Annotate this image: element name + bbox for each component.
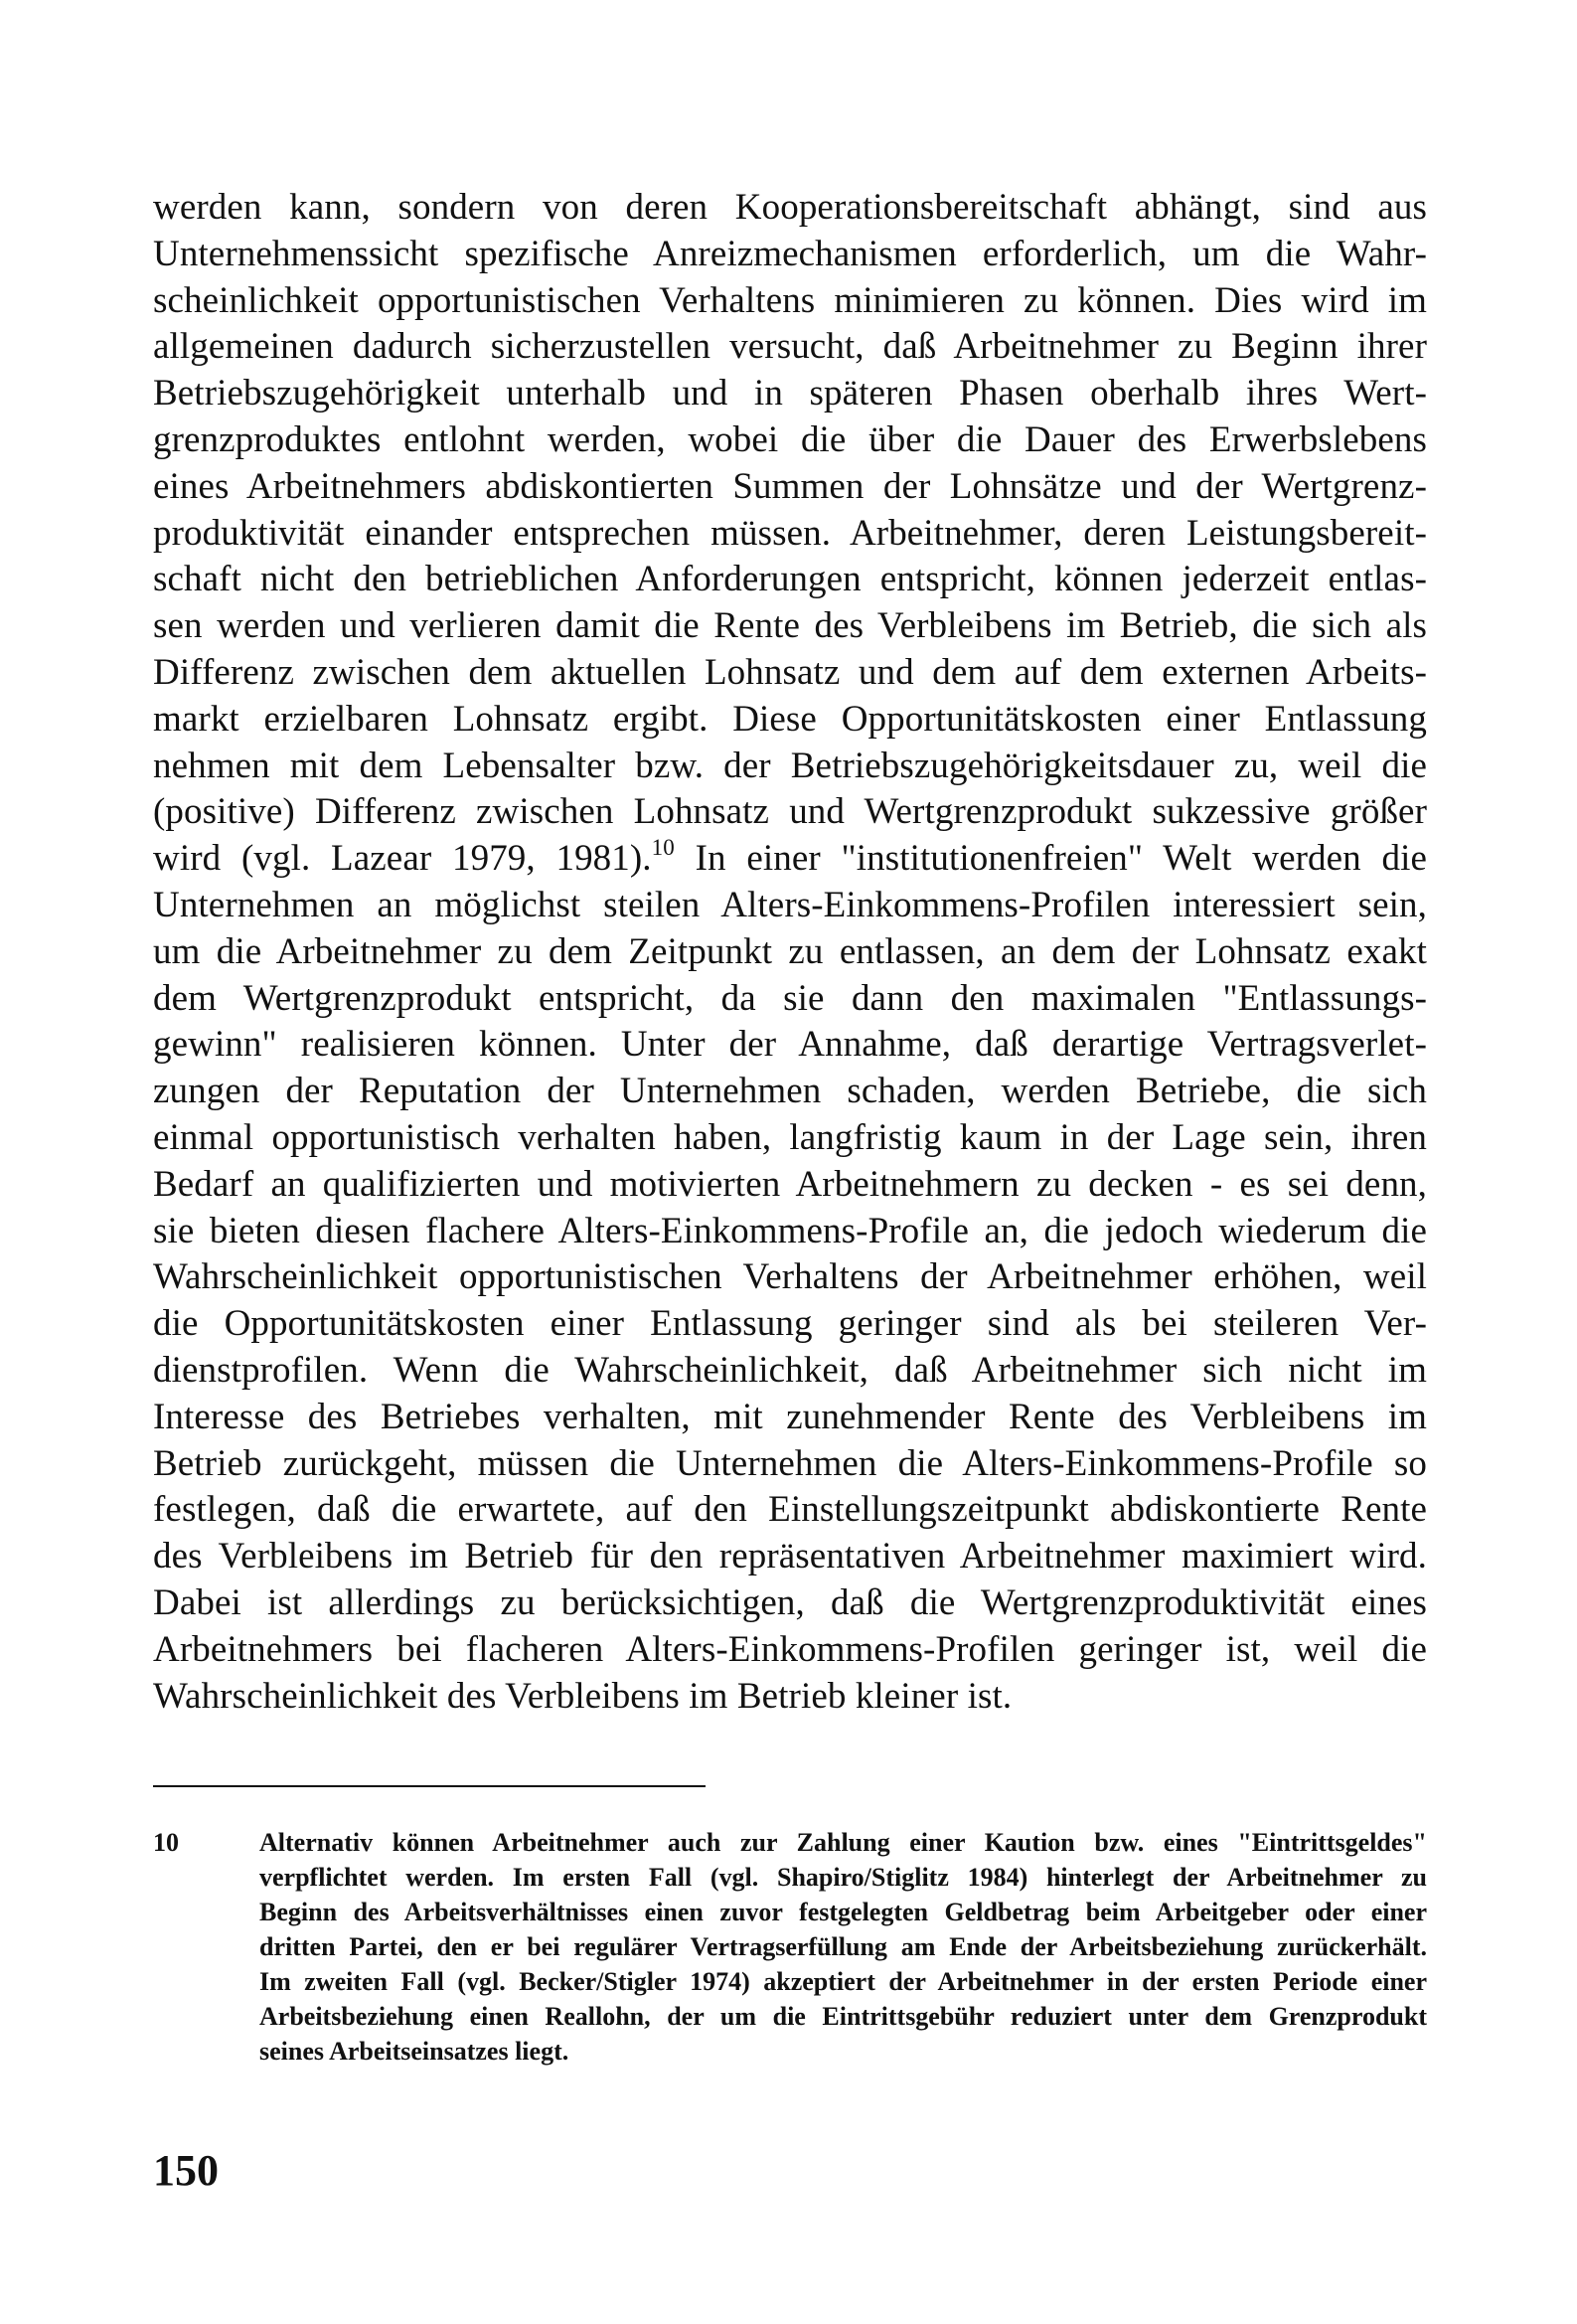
- body-line: allgemeinen dadurch sicherzustellen versucht, daß Arbeitnehmer zu Beginn ihrer: [153, 326, 1427, 368]
- body-line: um die Arbeitnehmer zu dem Zeitpunkt zu entlassen, an dem der Lohnsatz exakt: [153, 930, 1427, 972]
- body-line: Betrieb zurückgeht, müssen die Unternehmen die Alters-Einkommens-Profile so: [153, 1442, 1427, 1484]
- body-line: zungen der Reputation der Unternehmen schaden, werden Betriebe, die sich: [153, 1071, 1427, 1112]
- body-line: grenzproduktes entlohnt werden, wobei die über die Dauer des Erwerbslebens: [153, 418, 1427, 460]
- body-line: Interesse des Betriebes verhalten, mit zunehmender Rente des Verbleibens im: [153, 1396, 1427, 1437]
- footnote-line: verpflichtet werden. Im ersten Fall (vgl. Shapiro/Stiglitz 1984) hinterlegt der Arbeitnehmer zu: [259, 1863, 1427, 1892]
- body-line: (positive) Differenz zwischen Lohnsatz und Wertgrenzprodukt sukzessive größer: [153, 791, 1427, 833]
- body-line: produktivität einander entsprechen müssen. Arbeitnehmer, deren Leistungsbereit-: [153, 512, 1427, 554]
- body-line: sie bieten diesen flachere Alters-Einkommens-Profile an, die jedoch wiederum die: [153, 1210, 1427, 1251]
- body-line: dienstprofilen. Wenn die Wahrscheinlichkeit, daß Arbeitnehmer sich nicht im: [153, 1349, 1427, 1391]
- body-line: Unternehmenssicht spezifische Anreizmechanismen erforderlich, um die Wahr-: [153, 233, 1427, 274]
- body-line: festlegen, daß die erwartete, auf den Einstellungszeitpunkt abdiskontierte Rente: [153, 1489, 1427, 1531]
- body-line: Differenz zwischen dem aktuellen Lohnsatz und dem auf dem externen Arbeits-: [153, 651, 1427, 693]
- footnote-reference[interactable]: 10: [651, 835, 675, 861]
- body-line: dem Wertgrenzprodukt entspricht, da sie dann den maximalen "Entlassungs-: [153, 977, 1427, 1019]
- footnote-separator: [153, 1785, 706, 1787]
- body-text: [153, 185, 1427, 1720]
- body-line: werden kann, sondern von deren Kooperationsbereitschaft abhängt, sind aus: [153, 187, 1427, 228]
- footnote-line: Im zweiten Fall (vgl. Becker/Stigler 1974) akzeptiert der Arbeitnehmer in der ersten Periode einer: [259, 1967, 1427, 1996]
- body-line: einmal opportunistisch verhalten haben, langfristig kaum in der Lage sein, ihren: [153, 1116, 1427, 1158]
- footnote-line: Alternativ können Arbeitnehmer auch zur Zahlung einer Kaution bzw. eines "Eintrittsgeldes": [259, 1828, 1427, 1857]
- body-line: Arbeitnehmers bei flacheren Alters-Einkommens-Profilen geringer ist, weil die: [153, 1628, 1427, 1670]
- body-line: Bedarf an qualifizierten und motivierten Arbeitnehmern zu decken - es sei denn,: [153, 1163, 1427, 1205]
- body-line: die Opportunitätskosten einer Entlassung geringer sind als bei steileren Ver-: [153, 1303, 1427, 1345]
- footnote-line: seines Arbeitseinsatzes liegt.: [259, 2037, 569, 2066]
- page-number: 150: [153, 2146, 219, 2195]
- body-line-with-footnote-ref: [153, 836, 1427, 883]
- body-line: des Verbleibens im Betrieb für den repräsentativen Arbeitnehmer maximiert wird.: [153, 1536, 1427, 1577]
- body-line: schaft nicht den betrieblichen Anforderungen entspricht, können jederzeit entlas-: [153, 559, 1427, 600]
- body-line: Wahrscheinlichkeit des Verbleibens im Betrieb kleiner ist.: [153, 1675, 1013, 1717]
- body-line: sen werden und verlieren damit die Rente des Verbleibens im Betrieb, die sich als: [153, 605, 1427, 647]
- body-line: scheinlichkeit opportunistischen Verhaltens minimieren zu können. Dies wird im: [153, 279, 1427, 321]
- footnote-line: Arbeitsbeziehung einen Reallohn, der um die Eintrittsgebühr reduziert unter dem Grenzprodukt: [259, 2002, 1427, 2031]
- footnote-text: [259, 1825, 1427, 2069]
- footnote-line: Beginn des Arbeitsverhältnisses einen zuvor festgelegten Geldbetrag beim Arbeitgeber oder einer: [259, 1898, 1427, 1926]
- footnote-number: 10: [153, 1828, 179, 1857]
- body-line: Betriebszugehörigkeit unterhalb und in späteren Phasen oberhalb ihres Wert-: [153, 373, 1427, 415]
- body-line: eines Arbeitnehmers abdiskontierten Summen der Lohnsätze und der Wertgrenz-: [153, 465, 1427, 507]
- body-line: Unternehmen an möglichst steilen Alters-Einkommens-Profilen interessiert sein,: [153, 884, 1427, 925]
- body-line: nehmen mit dem Lebensalter bzw. der Betriebszugehörigkeitsdauer zu, weil die: [153, 745, 1427, 786]
- body-line: Dabei ist allerdings zu berücksichtigen, daß die Wertgrenzproduktivität eines: [153, 1581, 1427, 1623]
- body-line-part: In einer "institutionenfreien" Welt werden die: [674, 838, 1427, 880]
- body-line: Wahrscheinlichkeit opportunistischen Verhaltens der Arbeitnehmer erhöhen, weil: [153, 1256, 1427, 1298]
- footnote-line: dritten Partei, den er bei regulärer Vertragserfüllung am Ende der Arbeitsbeziehung zurückerhält.: [259, 1932, 1427, 1961]
- body-line: gewinn" realisieren können. Unter der Annahme, daß derartige Vertragsverlet-: [153, 1024, 1427, 1066]
- body-line: markt erzielbaren Lohnsatz ergibt. Diese Opportunitätskosten einer Entlassung: [153, 698, 1427, 740]
- body-line-part: wird (vgl. Lazear 1979, 1981).: [153, 838, 652, 880]
